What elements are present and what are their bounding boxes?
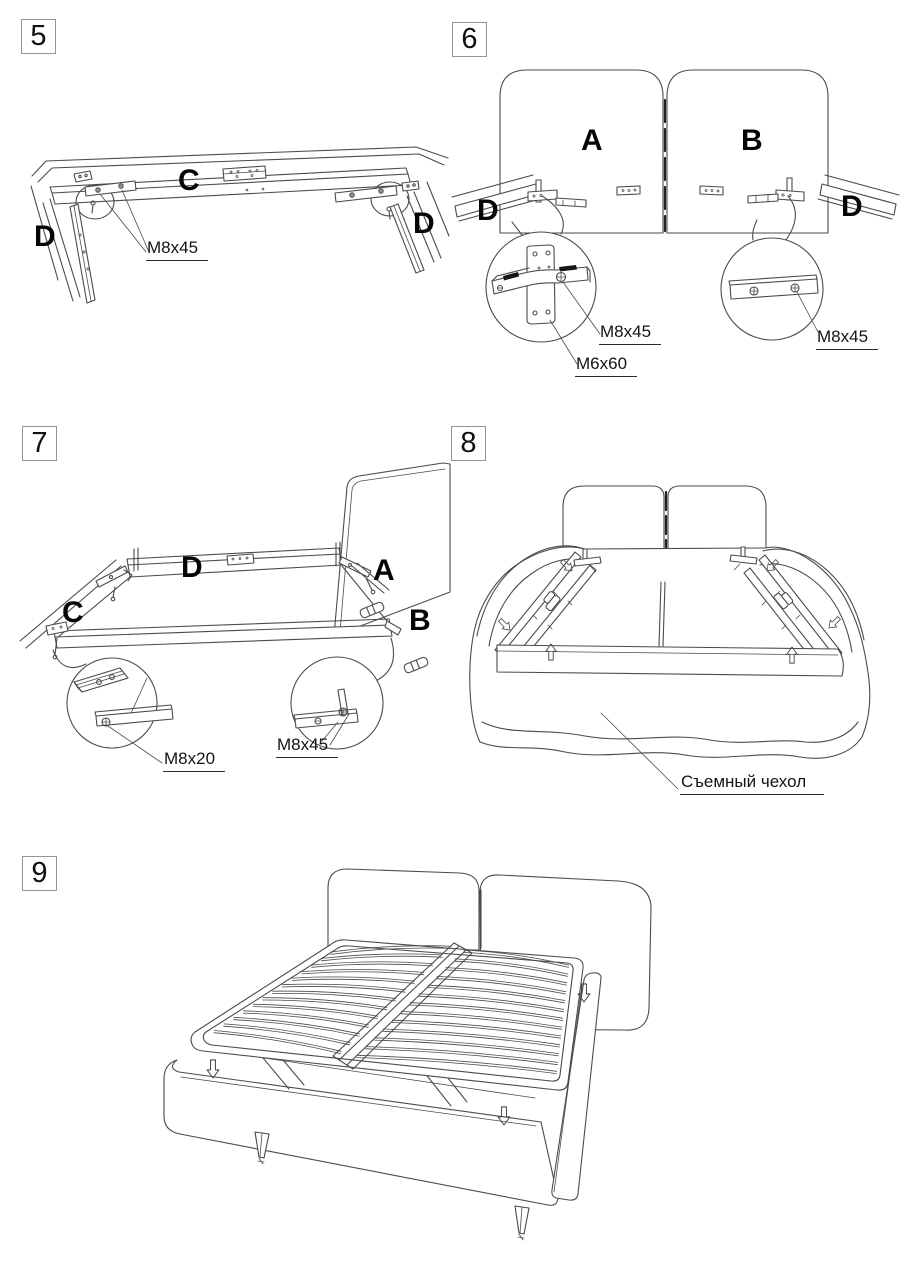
fastener-label-m8x20: M8x20	[163, 749, 225, 772]
part-label-d: D	[477, 194, 499, 227]
part-label-a: A	[581, 124, 603, 157]
part-label-b: B	[741, 124, 763, 157]
step6-illustration	[452, 70, 899, 364]
step-9-number: 9	[22, 856, 57, 891]
part-label-d: D	[34, 220, 56, 253]
part-label-c: C	[62, 596, 84, 629]
fastener-label-m8x45: M8x45	[599, 322, 661, 345]
step-7-number: 7	[22, 426, 57, 461]
step-5-number: 5	[21, 19, 56, 54]
cover-callout-label: Съемный чехол	[680, 772, 824, 795]
arrow-down-icon	[207, 1060, 219, 1078]
part-label-d: D	[841, 190, 863, 223]
step7-illustration	[20, 463, 450, 763]
part-label-d: D	[413, 207, 435, 240]
fastener-label-m8x45: M8x45	[276, 735, 338, 758]
part-label-c: C	[178, 164, 200, 197]
fastener-label-m8x45: M8x45	[146, 238, 208, 261]
part-label-a: A	[373, 554, 395, 587]
step9-illustration	[164, 869, 651, 1240]
part-label-b: B	[409, 604, 431, 637]
fastener-label-m8x45: M8x45	[816, 327, 878, 350]
fastener-label-m6x60: M6x60	[575, 354, 637, 377]
screw-icon	[403, 656, 429, 673]
step-6-number: 6	[452, 22, 487, 57]
step5-illustration	[31, 147, 449, 303]
part-label-d: D	[181, 551, 203, 584]
step-8-number: 8	[451, 426, 486, 461]
step8-illustration	[470, 486, 870, 789]
